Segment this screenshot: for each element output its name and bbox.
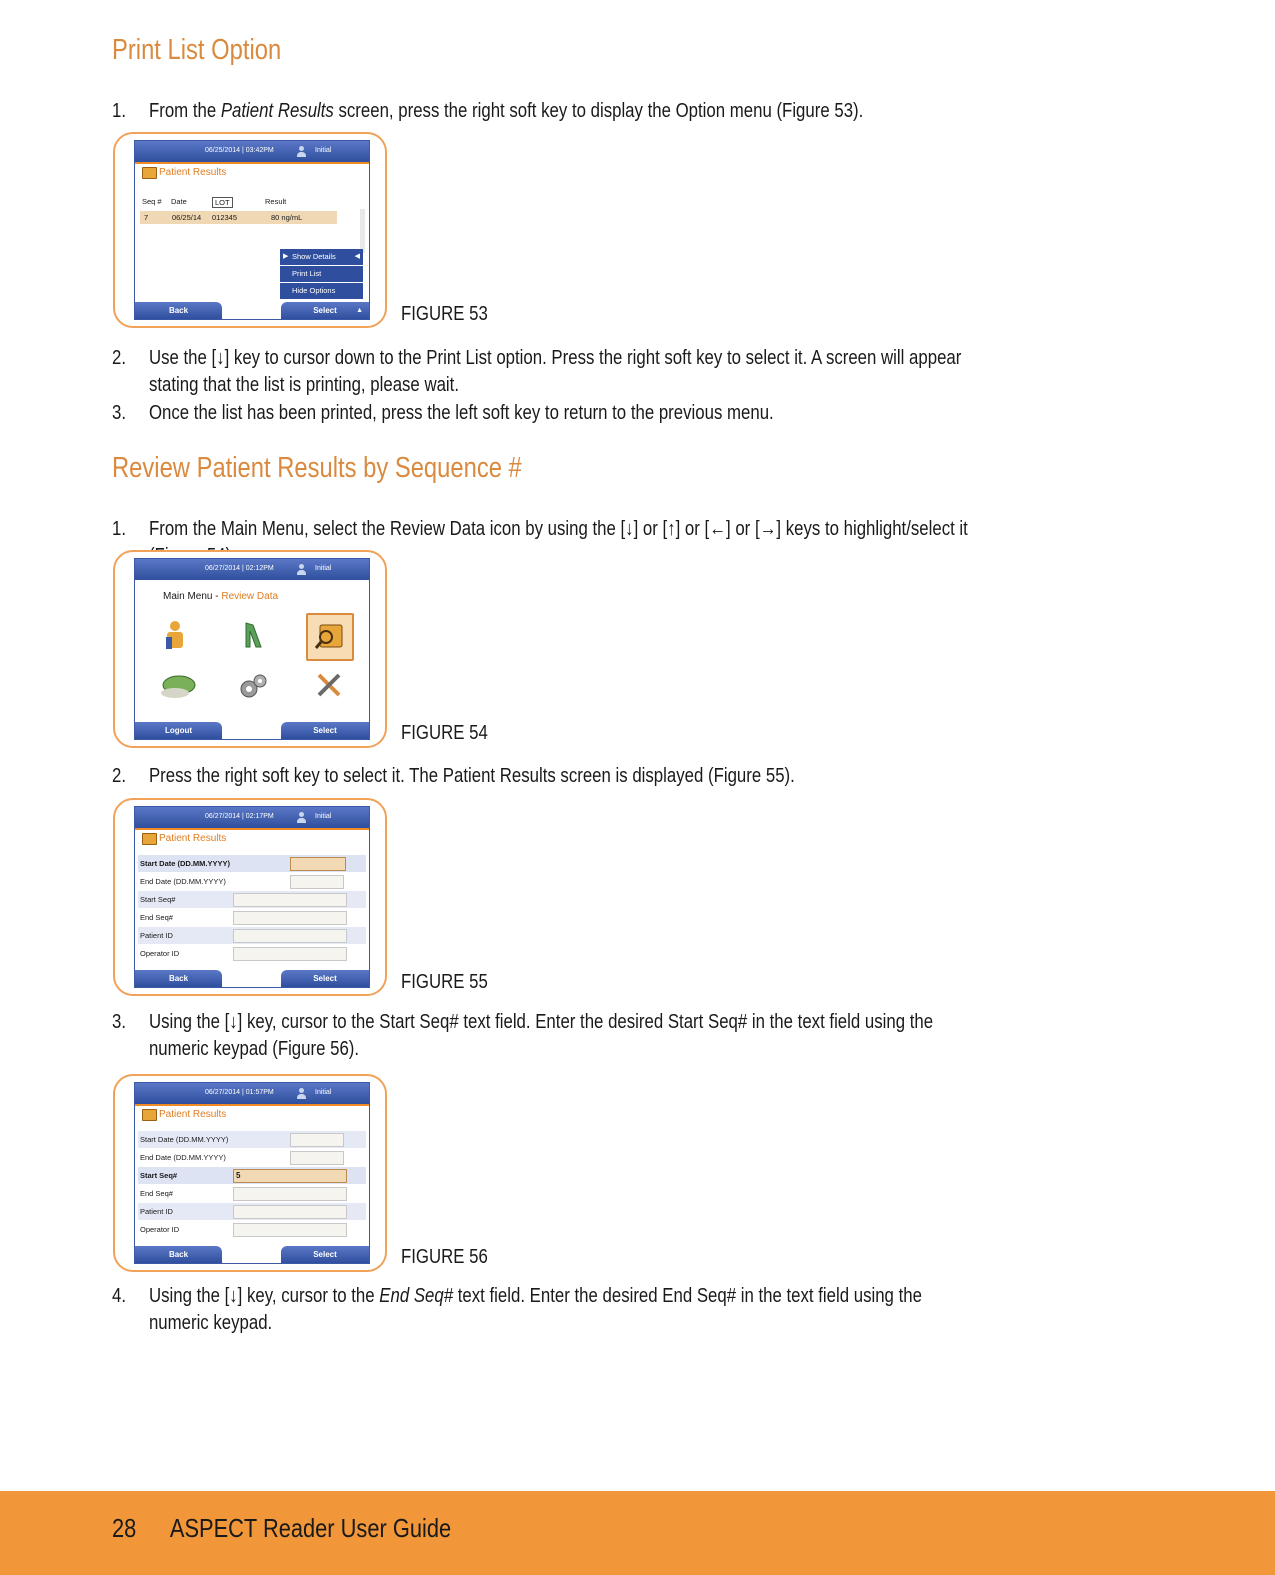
step-number: 1. [112, 518, 127, 540]
step-text: Once the list has been printed, press the left soft key to return to the previous menu. [148, 402, 774, 424]
back-soft-key[interactable]: Back [135, 970, 222, 987]
step-number: 3. [112, 402, 127, 424]
user-name: Initial [315, 147, 332, 154]
status-bar [135, 1083, 369, 1104]
device-screen-patient-results-search [134, 806, 370, 988]
end-date-input[interactable] [290, 1151, 344, 1165]
menu-item-hide-options[interactable]: Hide Options [280, 283, 363, 299]
device-screen-patient-results-options: 06/25/2014 | 03:42PM Initial Patient Results Seq # Date LOT Result 7 06/25/14 012345 80 ng/mL ▶ Show Details ◀ Print List Hide Options Back Select ▲ [134, 140, 370, 320]
screen-title: Patient Results [135, 1106, 369, 1123]
patient-id-input[interactable] [233, 929, 347, 943]
logout-soft-key[interactable]: Logout [135, 722, 222, 739]
status-bar [135, 141, 369, 162]
select-soft-key[interactable]: Select [281, 970, 369, 987]
step-3-review [112, 1009, 986, 1063]
user-icon [297, 1088, 306, 1099]
step-number: 1. [112, 100, 127, 122]
user-name: Initial [315, 565, 332, 572]
step-text: Using the [↓] key, cursor to the Start Seq# text field. Enter the desired Start Seq# in the text field using the numeric keypad (Figure 56). [148, 1011, 934, 1060]
form-row-start-date: Start Date (DD.MM.YYYY) [138, 1131, 366, 1148]
figure-caption: FIGURE 53 [401, 303, 488, 325]
operator-id-input[interactable] [233, 1223, 347, 1237]
menu-item-show-details[interactable]: ▶ Show Details ◀ [280, 249, 363, 265]
form-row-end-seq: End Seq# [138, 909, 366, 926]
select-soft-key[interactable]: Select ▲ [281, 302, 369, 319]
figure-56-frame [113, 1074, 387, 1272]
start-seq-input[interactable]: 5 [233, 1169, 347, 1183]
back-soft-key[interactable]: Back [135, 1246, 222, 1263]
step-number: 2. [112, 765, 127, 787]
user-name: Initial [315, 813, 332, 820]
step-text: From the Main Menu, select the Review Data icon by using the [↓] or [↑] or [←] or [→] keys to highlight/select it [148, 518, 968, 540]
main-menu-label: Main Menu - Review Data [163, 591, 279, 602]
page-number: 28 [112, 1513, 137, 1543]
section-title-review-by-sequence: Review Patient Results by Sequence # [112, 452, 522, 484]
form-row-end-seq: End Seq# [138, 1185, 366, 1202]
arrow-left-icon: ◀ [354, 253, 360, 260]
scrollbar[interactable] [360, 209, 365, 253]
patient-icon[interactable] [163, 619, 191, 651]
back-soft-key[interactable]: Back [135, 302, 222, 319]
step-number: 3. [112, 1011, 127, 1033]
user-icon [297, 146, 306, 157]
form-row-patient-id: Patient ID [138, 927, 366, 944]
test-tube-icon[interactable] [241, 621, 265, 651]
menu-item-print-list[interactable]: Print List [280, 266, 363, 282]
gear-icon[interactable] [237, 673, 269, 701]
figure-caption: FIGURE 55 [401, 971, 488, 993]
user-icon [297, 564, 306, 575]
form-row-operator-id: Operator ID [138, 1221, 366, 1238]
review-data-icon[interactable] [306, 613, 354, 661]
device-screen-patient-results-start-seq [134, 1082, 370, 1264]
step-2-review [112, 763, 986, 790]
datetime: 06/27/2014 | 02:12PM [205, 565, 274, 572]
form-row-patient-id: Patient ID [138, 1203, 366, 1220]
end-seq-input[interactable] [233, 1187, 347, 1201]
step-text: Press the right soft key to select it. The Patient Results screen is displayed (Figure 55). [148, 765, 795, 787]
step-text: From the [148, 100, 221, 122]
form-row-operator-id: Operator ID [138, 945, 366, 962]
reader-device-icon[interactable] [157, 671, 197, 701]
start-date-input[interactable] [290, 857, 346, 871]
step-emphasis: Patient Results [220, 100, 334, 122]
step-text: text field. Enter the desired End Seq# in the text field using the numeric keypad. [148, 1285, 922, 1334]
user-icon [297, 812, 306, 823]
start-seq-input[interactable] [233, 893, 347, 907]
select-soft-key[interactable]: Select [281, 1246, 369, 1263]
step-1-print-list [112, 98, 986, 125]
caret-up-icon: ▲ [356, 307, 363, 314]
figure-53-frame [113, 132, 387, 328]
figure-55-frame [113, 798, 387, 996]
form-row-start-seq: Start Seq# 5 [138, 1167, 366, 1184]
patient-id-input[interactable] [233, 1205, 347, 1219]
operator-id-input[interactable] [233, 947, 347, 961]
step-text: Use the [↓] key to cursor down to the Print List option. Press the right soft key to select it. A screen will appear stating that the list is printing, please wait. [148, 347, 962, 396]
figure-54-frame [113, 550, 387, 748]
step-text: Using the [↓] key, cursor to the [148, 1285, 380, 1307]
datetime: 06/27/2014 | 02:17PM [205, 813, 274, 820]
start-date-input[interactable] [290, 1133, 344, 1147]
step-number: 4. [112, 1285, 127, 1307]
page-footer [0, 1491, 1275, 1575]
step-number: 2. [112, 347, 127, 369]
figure-caption: FIGURE 54 [401, 722, 488, 744]
status-bar [135, 807, 369, 828]
datetime: 06/25/2014 | 03:42PM [205, 147, 274, 154]
form-row-end-date: End Date (DD.MM.YYYY) [138, 1149, 366, 1166]
figure-caption: FIGURE 56 [401, 1246, 488, 1268]
form-row-start-date: Start Date (DD.MM.YYYY) [138, 855, 366, 872]
end-seq-input[interactable] [233, 911, 347, 925]
patient-results-icon [142, 1109, 157, 1121]
patient-results-icon [142, 167, 157, 179]
patient-results-icon [142, 833, 157, 845]
step-emphasis: End Seq# [379, 1285, 454, 1307]
user-name: Initial [315, 1089, 332, 1096]
result-row[interactable]: 7 06/25/14 012345 80 ng/mL [140, 211, 337, 224]
device-screen-main-menu [134, 558, 370, 740]
screen-title: Patient Results [135, 164, 369, 181]
guide-title: ASPECT Reader User Guide [169, 1513, 452, 1543]
status-bar [135, 559, 369, 580]
arrow-right-icon: ▶ [283, 253, 289, 260]
form-row-start-seq: Start Seq# [138, 891, 366, 908]
section-title-print-list: Print List Option [112, 34, 282, 66]
end-date-input[interactable] [290, 875, 344, 889]
screen-title: Patient Results [135, 830, 369, 847]
step-text: screen, press the right soft key to display the Option menu (Figure 53). [333, 100, 864, 122]
tools-icon[interactable] [315, 671, 343, 699]
options-menu [280, 249, 363, 300]
step-4-review [112, 1283, 986, 1337]
datetime: 06/27/2014 | 01:57PM [205, 1089, 274, 1096]
select-soft-key[interactable]: Select [281, 722, 369, 739]
form-row-end-date: End Date (DD.MM.YYYY) [138, 873, 366, 890]
step-3-print-list [112, 400, 986, 427]
step-2-print-list [112, 345, 986, 399]
